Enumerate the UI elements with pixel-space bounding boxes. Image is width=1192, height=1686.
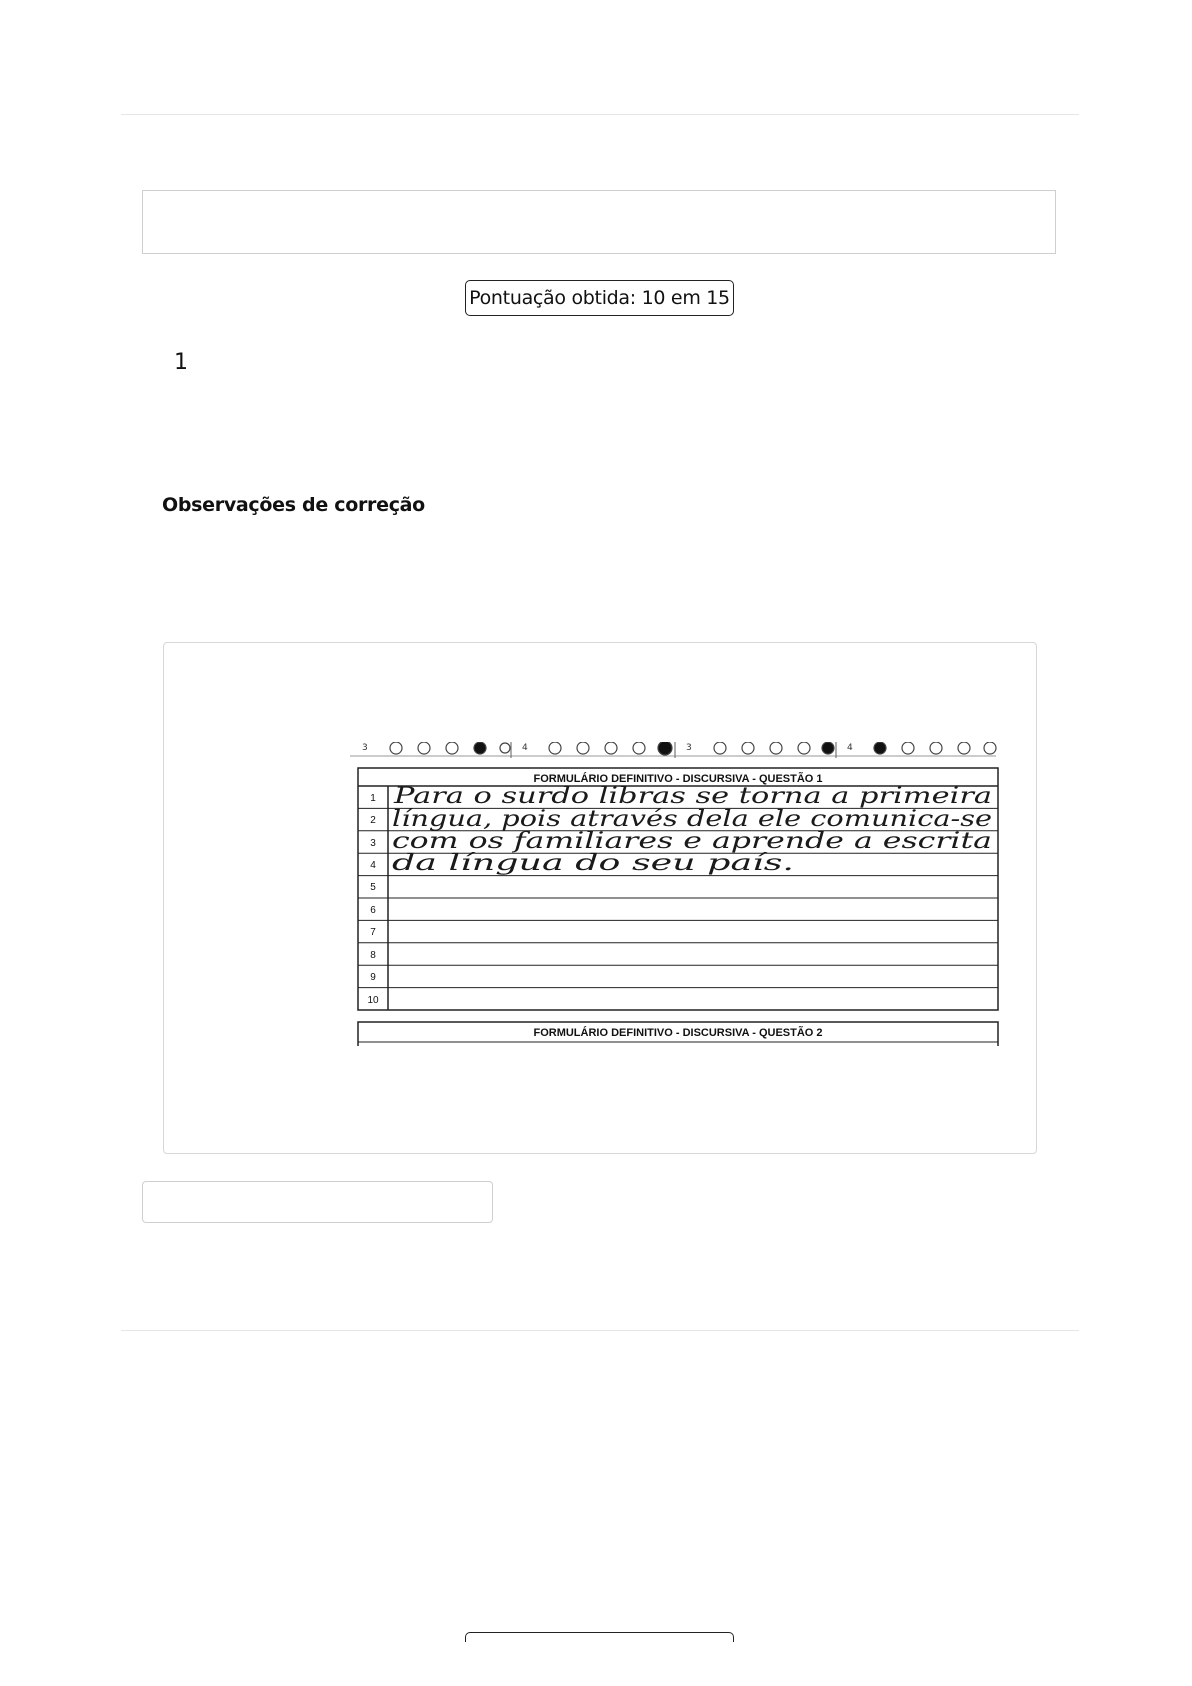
line-number: 2 [370,815,376,826]
handwritten-line: Para o surdo libras se torna a primeira [392,784,993,809]
svg-text:4: 4 [847,743,853,753]
form-header-q1: FORMULÁRIO DEFINITIVO - DISCURSIVA - QUESTÃO 1 [533,773,823,785]
handwritten-line: língua, pois através dela ele comunica-se [392,807,992,832]
line-number: 3 [370,838,376,849]
handwritten-line: com os familiares e aprende a escrita [392,829,992,854]
bubble-strip [350,742,996,758]
line-number: 4 [370,860,376,871]
question-number: 1 [174,350,188,375]
line-number: 7 [370,927,376,938]
score-badge: Pontuação obtida: 10 em 15 [465,280,734,316]
answer-sheet-scan [350,742,1000,1046]
line-number: 6 [370,905,376,916]
correction-notes-title: Observações de correção [162,494,425,516]
line-number: 5 [370,882,376,893]
line-number: 10 [367,995,379,1006]
form-header-q2: FORMULÁRIO DEFINITIVO - DISCURSIVA - QUESTÃO 2 [533,1027,823,1039]
bottom-divider [121,1330,1079,1331]
line-number: 9 [370,972,376,983]
svg-text:3: 3 [686,743,692,753]
svg-text:3: 3 [362,743,368,753]
next-score-badge [465,1632,734,1642]
empty-input-field [142,1181,493,1223]
line-number: 1 [370,793,376,804]
svg-text:4: 4 [522,743,528,753]
top-divider [121,114,1079,115]
handwritten-line: da língua do seu país. [392,851,794,876]
line-number: 8 [370,950,376,961]
feedback-box [142,190,1056,254]
